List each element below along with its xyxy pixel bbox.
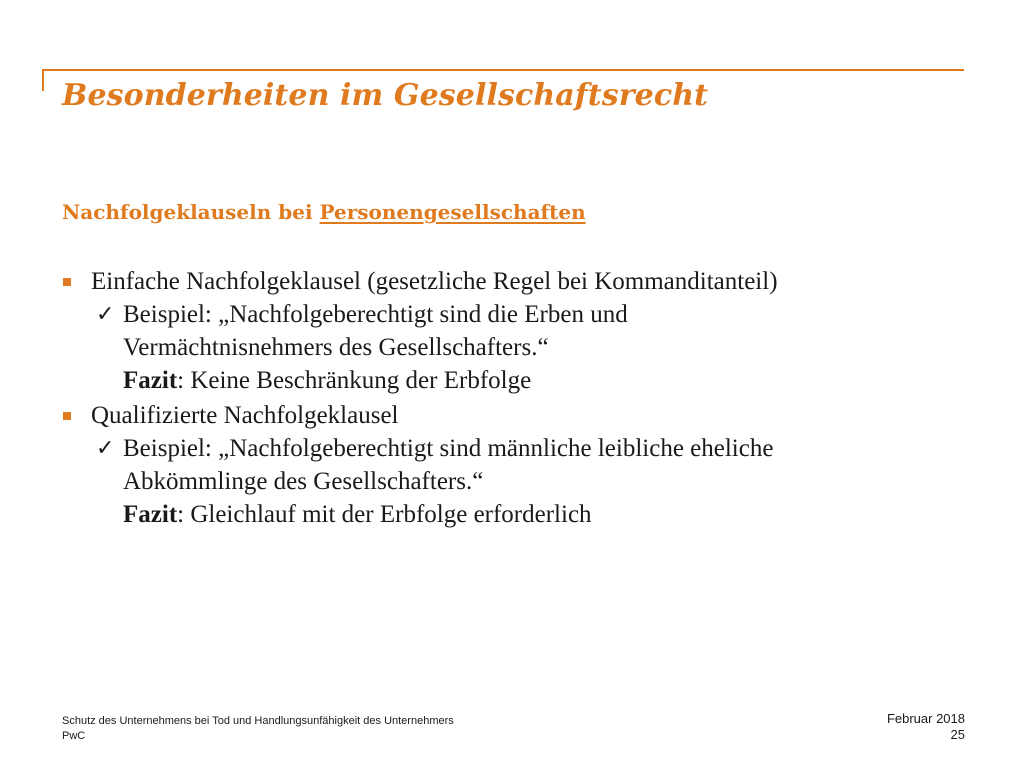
square-bullet-icon: [63, 278, 71, 286]
example-line: Vermächtnisnehmers des Gesellschafters.“: [123, 334, 549, 361]
example-line: Beispiel: „Nachfolgeberechtigt sind die Erben und: [123, 301, 628, 328]
footer-left: [62, 714, 454, 744]
fazit-text: : Gleichlauf mit der Erbfolge erforderlich: [177, 501, 592, 528]
bullet-text: Qualifizierte Nachfolgeklausel: [91, 402, 399, 429]
footer-company: PwC: [62, 730, 86, 742]
title-rule: [42, 69, 964, 71]
checkmark-icon: ✓: [96, 302, 115, 327]
slide-title: Besonderheiten im Gesellschaftsrecht: [62, 78, 709, 113]
example-block: [62, 432, 962, 531]
checkmark-icon: ✓: [96, 436, 115, 461]
fazit-label: Fazit: [123, 501, 178, 528]
subtitle-underlined-term: Personengesellschaften: [319, 200, 586, 224]
footer-subject: Schutz des Unternehmens bei Tod und Handlungsunfähigkeit des Unternehmers: [62, 715, 454, 727]
fazit-label: Fazit: [123, 367, 178, 394]
slide-content: [62, 265, 962, 531]
slide-subtitle: [62, 200, 586, 224]
title-rule-corner: [42, 69, 44, 91]
footer-date: Februar 2018: [886, 711, 965, 726]
bullet-item: [62, 265, 962, 298]
fazit-line: [123, 498, 962, 531]
square-bullet-icon: [63, 412, 71, 420]
footer-right: [887, 711, 965, 743]
example-line: Beispiel: „Nachfolgeberechtigt sind männliche leibliche eheliche: [123, 435, 774, 462]
fazit-line: [123, 364, 962, 397]
subtitle-prefix: Nachfolgeklauseln bei: [62, 200, 320, 224]
example-block: [62, 298, 962, 397]
bullet-item: [62, 399, 962, 432]
example-line: Abkömmlinge des Gesellschafters.“: [123, 468, 484, 495]
page-number: 25: [950, 727, 965, 742]
fazit-text: : Keine Beschränkung der Erbfolge: [177, 367, 532, 394]
bullet-text: Einfache Nachfolgeklausel (gesetzliche Regel bei Kommanditanteil): [91, 268, 778, 295]
